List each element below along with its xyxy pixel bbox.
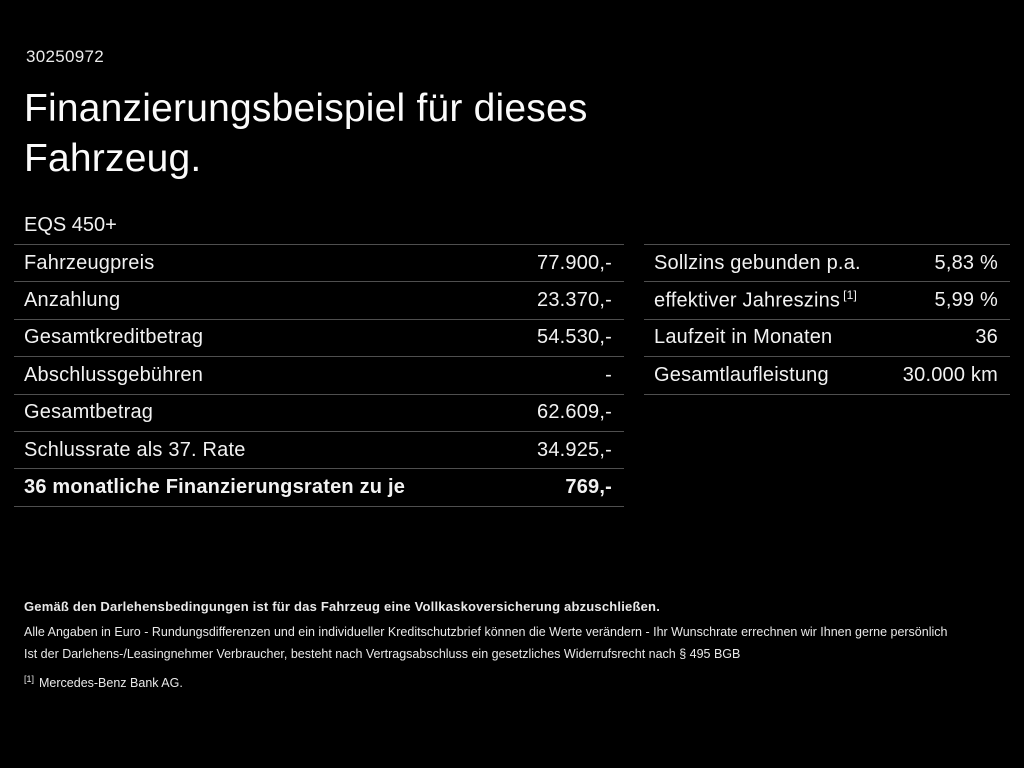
row-value: 5,99 % <box>934 289 998 312</box>
finance-table <box>14 207 624 507</box>
table-row-schlussrate <box>14 431 624 468</box>
vehicle-model: EQS 450+ <box>24 214 117 236</box>
table-row-abschlussgebuehren <box>14 356 624 393</box>
row-label: Gesamtkreditbetrag <box>24 326 204 349</box>
insurance-note: Gemäß den Darlehensbedingungen ist für das Fahrzeug eine Vollkaskoversicherung abzuschließen. <box>24 599 661 614</box>
table-row-laufzeit <box>644 319 1010 356</box>
page-title <box>24 84 588 184</box>
row-label: Gesamtbetrag <box>24 401 154 424</box>
table-row-fahrzeugpreis <box>14 244 624 281</box>
conditions-table <box>644 207 1010 507</box>
conditions-table-spacer <box>644 207 1010 244</box>
footnote-reference: [1] <box>843 288 858 303</box>
row-label: Laufzeit in Monaten <box>654 326 833 349</box>
row-label: Gesamtlaufleistung <box>654 363 829 386</box>
footnote <box>24 674 1004 690</box>
table-row-anzahlung <box>14 281 624 318</box>
table-row-gesamtkreditbetrag <box>14 319 624 356</box>
row-value: 769,- <box>565 476 612 499</box>
footnote-text: Mercedes-Benz Bank AG. <box>39 676 183 691</box>
row-label: Schlussrate als 37. Rate <box>24 438 246 461</box>
table-row-sollzins <box>644 244 1010 281</box>
page-title-line1: Finanzierungsbeispiel für dieses <box>24 87 588 130</box>
row-label: Abschlussgebühren <box>24 363 204 386</box>
footnote-marker: [1] <box>24 674 35 684</box>
row-value: 30.000 km <box>902 363 998 386</box>
disclaimer-line2: Ist der Darlehens-/Leasingnehmer Verbraucher, besteht nach Vertragsabschluss ein gesetzliches Widerrufsrecht nach § 495 BGB <box>24 646 741 661</box>
row-value: 34.925,- <box>537 438 612 461</box>
disclaimer-line1: Alle Angaben in Euro - Rundungsdifferenzen und ein individueller Kreditschutzbrief können die Werte verändern - Ihr Wunschrate errechnen wir Ihnen gerne persönlich <box>24 625 948 639</box>
row-value: 5,83 % <box>934 251 998 274</box>
row-label: Anzahlung <box>24 289 121 312</box>
finance-tables <box>14 207 1010 507</box>
row-value: 36 <box>975 326 998 349</box>
table-row-monatsrate <box>14 468 624 506</box>
table-row-effektiver-jahreszins <box>644 281 1010 318</box>
legal-footer <box>24 599 1004 690</box>
offer-id: 30250972 <box>26 47 105 66</box>
row-value: 54.530,- <box>537 326 612 349</box>
row-label: Fahrzeugpreis <box>24 251 155 274</box>
table-row-gesamtbetrag <box>14 394 624 431</box>
row-label: Sollzins gebunden p.a. <box>654 251 861 274</box>
row-label: effektiver Jahreszins [1] <box>654 288 858 312</box>
table-row-gesamtlaufleistung <box>644 356 1010 394</box>
row-value: 62.609,- <box>537 401 612 424</box>
page-title-line2: Fahrzeug. <box>24 137 202 180</box>
row-value: - <box>605 363 612 386</box>
row-value: 23.370,- <box>537 289 612 312</box>
row-value: 77.900,- <box>537 251 612 274</box>
row-label: 36 monatliche Finanzierungsraten zu je <box>24 476 406 499</box>
